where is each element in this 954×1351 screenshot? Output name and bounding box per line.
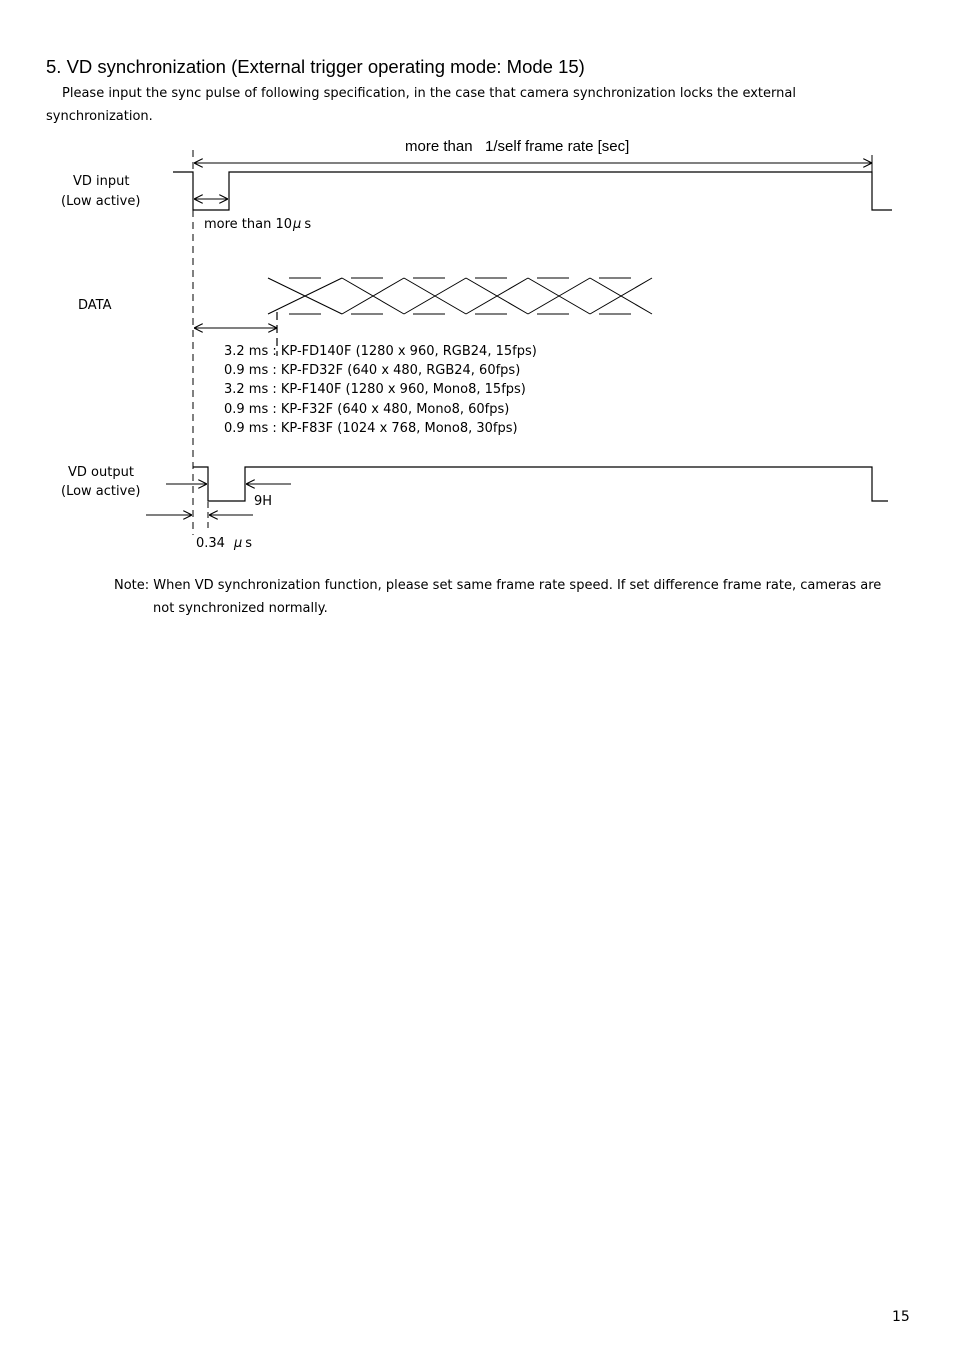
timing-diagram [0,0,954,600]
vd-input-sublabel: (Low active) [61,194,141,209]
vd-output-delay-label: 0.34 μ s [196,536,253,551]
delay-line-1: 3.2 ms : KP-FD140F (1280 x 960, RGB24, 15fps) [224,344,537,359]
vd-input-label: VD input [73,174,130,189]
vd-input-pulse-label: more than 10μ s [204,217,312,232]
delay-line-4: 0.9 ms : KP-F32F (640 x 480, Mono8, 60fps) [224,402,510,417]
intro-line-1: Please input the sync pulse of following specification, in the case that camera synchronization locks the external [62,86,796,101]
page-number: 15 [892,1309,910,1325]
note-line-1: Note: When VD synchronization function, please set same frame rate speed. If set difference frame rate, cameras are [114,578,882,593]
delay-line-2: 0.9 ms : KP-FD32F (640 x 480, RGB24, 60fps) [224,363,521,378]
intro-line-2: synchronization. [46,109,153,124]
data-bus-waveform [268,278,652,314]
section-title: 5. VD synchronization (External trigger operating mode: Mode 15) [46,56,585,77]
note-line-2: not synchronized normally. [153,601,328,616]
vd-output-sublabel: (Low active) [61,484,141,499]
data-label: DATA [78,298,112,313]
vd-output-label: VD output [68,465,134,480]
vd-input-waveform [173,172,892,210]
vd-output-width-label: 9H [254,494,273,509]
delay-line-5: 0.9 ms : KP-F83F (1024 x 768, Mono8, 30fps) [224,421,518,436]
vd-output-waveform [193,467,888,501]
frame-period-label: more than 1/self frame rate [sec] [405,138,630,155]
note-paragraph [114,574,904,620]
delay-line-3: 3.2 ms : KP-F140F (1280 x 960, Mono8, 15fps) [224,382,526,397]
